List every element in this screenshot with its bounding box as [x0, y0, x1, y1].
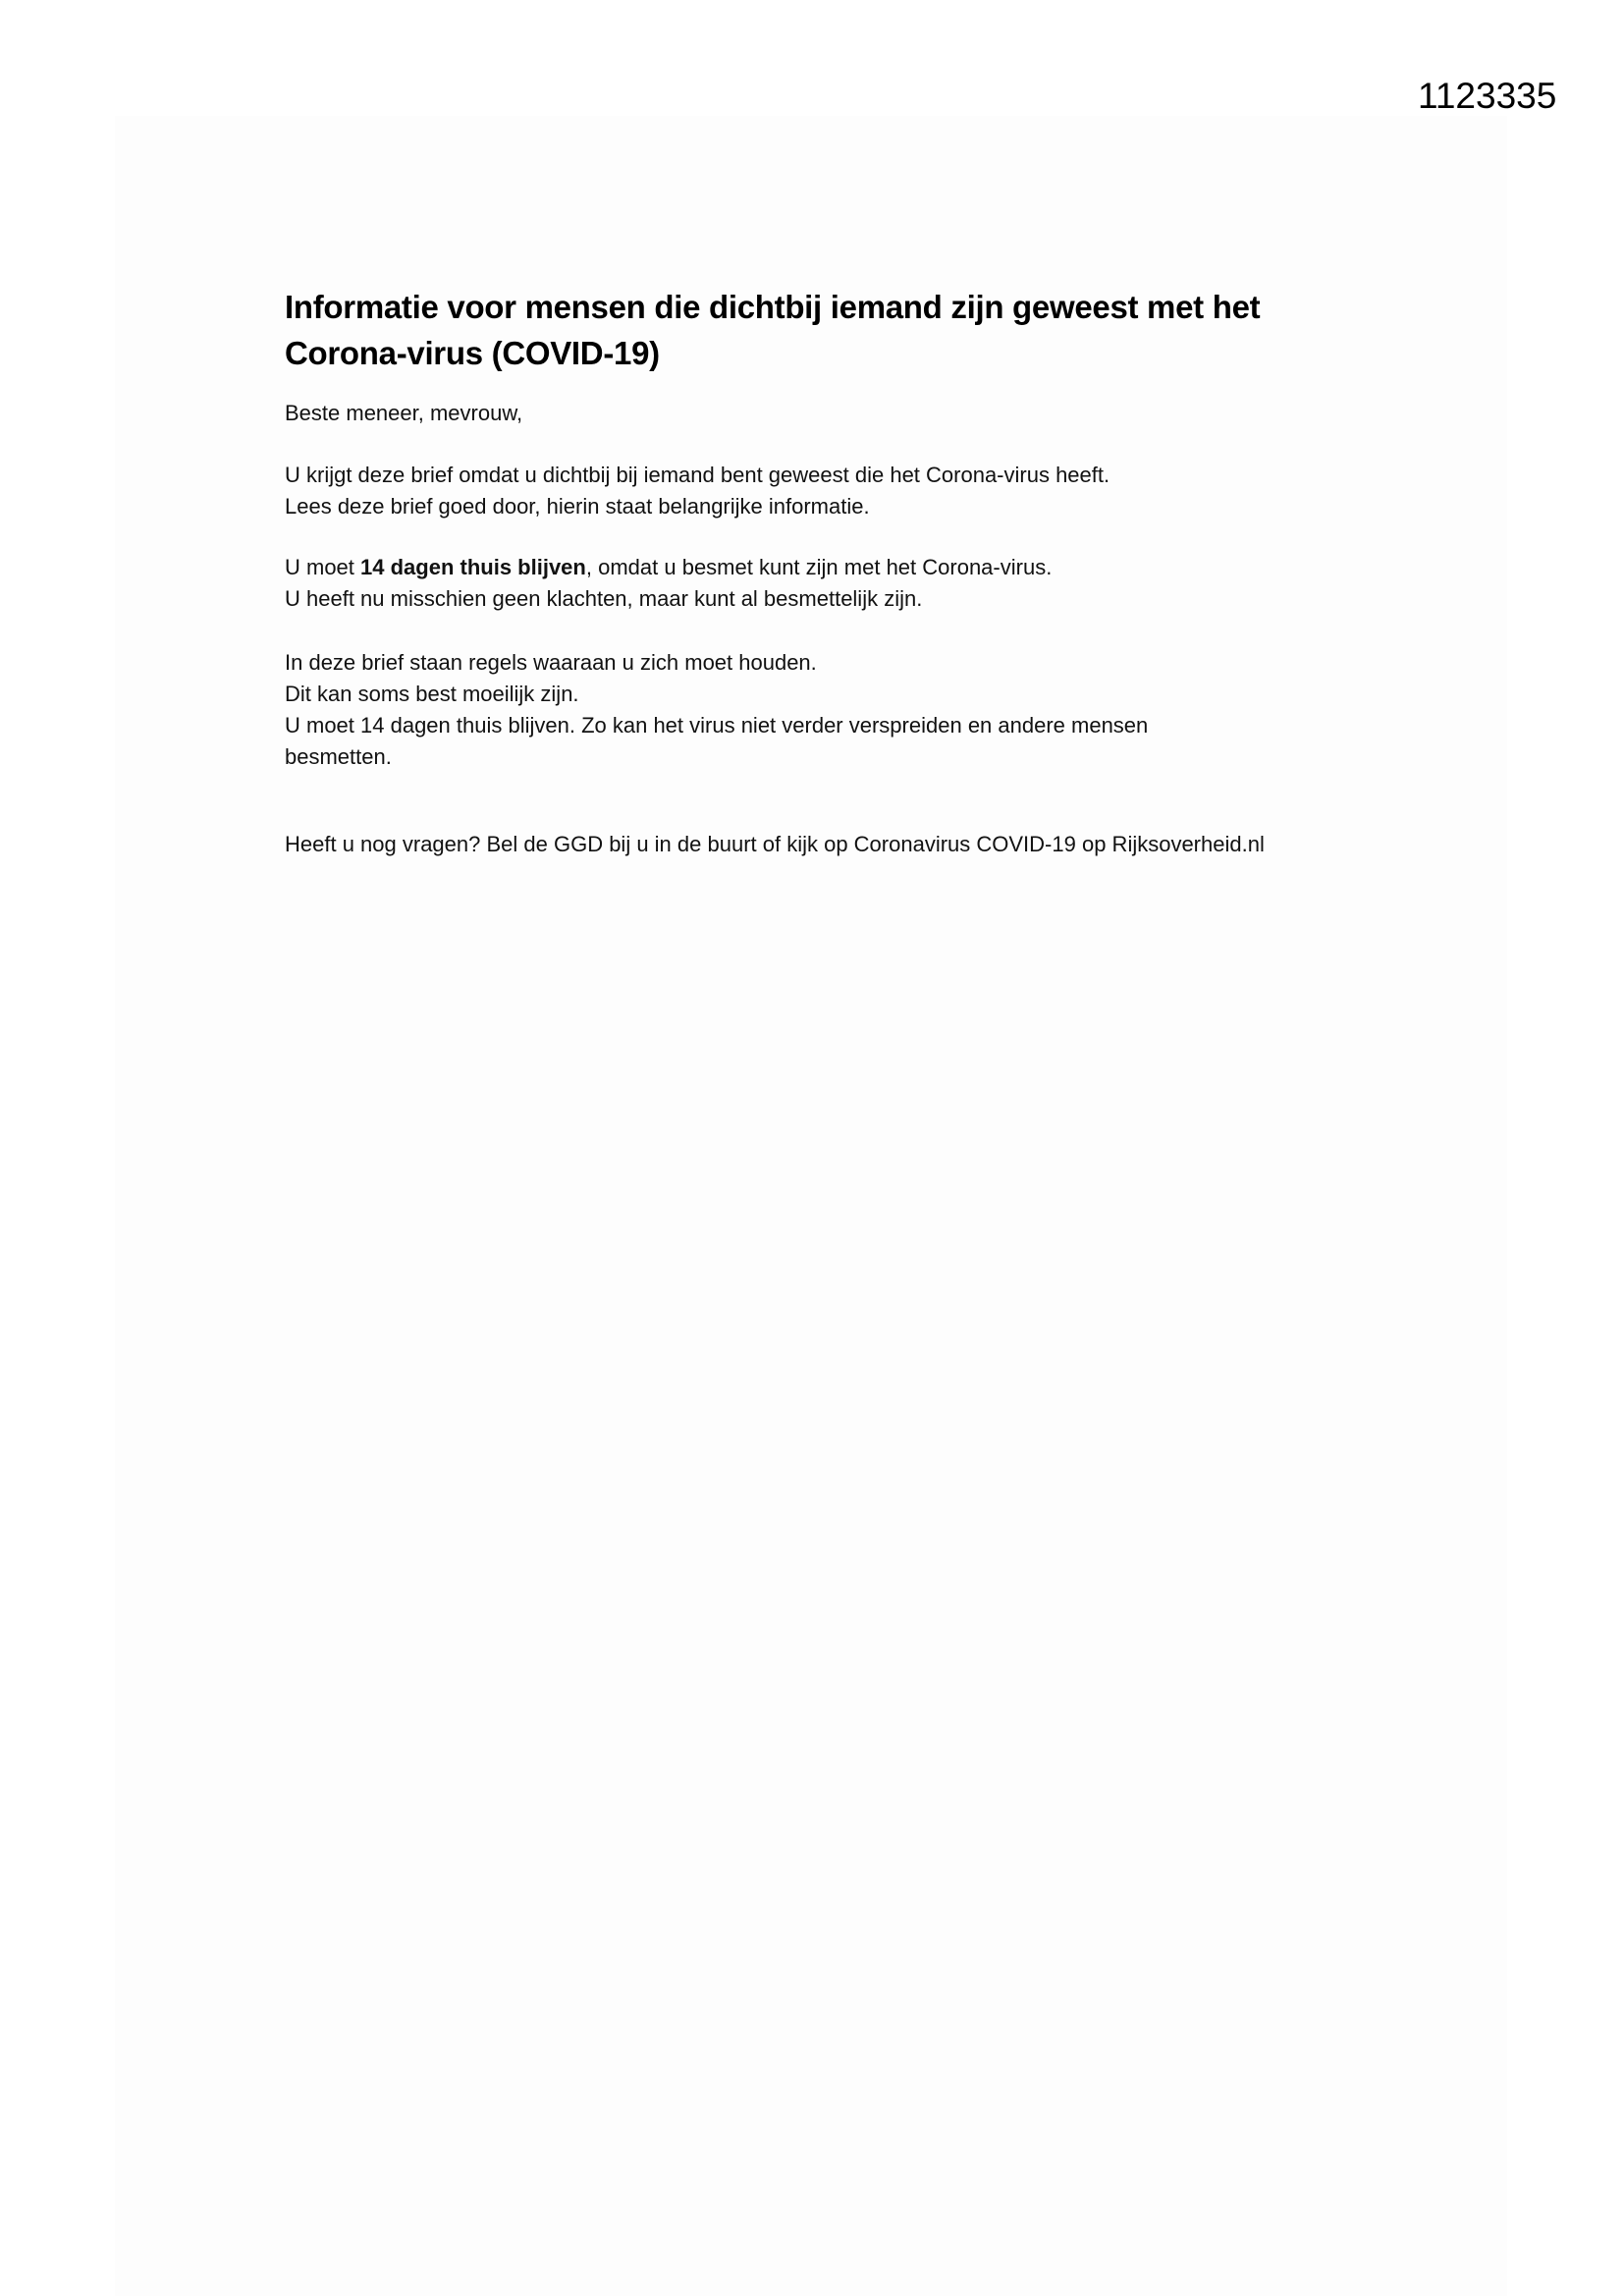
paragraph-line: U krijgt deze brief omdat u dichtbij bij iemand bent geweest die het Corona-virus heeft.: [285, 463, 1110, 487]
paragraph-intro: [285, 460, 1384, 522]
emphasis-14-days: 14 dagen thuis blijven: [360, 555, 586, 579]
paragraph-line: Dit kan soms best moeilijk zijn.: [285, 682, 579, 706]
paragraph-line: U heeft nu misschien geen klachten, maar kunt al besmettelijk zijn.: [285, 586, 923, 611]
title-line-1: Informatie voor mensen die dichtbij iemand zijn geweest met het: [285, 289, 1261, 325]
salutation: Beste meneer, mevrouw,: [285, 401, 523, 425]
paragraph-line: [285, 552, 1384, 583]
title-line-2: Corona-virus (COVID-19): [285, 335, 660, 371]
paragraph-rules: [285, 647, 1384, 773]
paragraph-line: U moet 14 dagen thuis blijven. Zo kan het virus niet verder verspreiden en andere mensen: [285, 713, 1149, 738]
paragraph-line: Lees deze brief goed door, hierin staat belangrijke informatie.: [285, 494, 870, 519]
paragraph-line: besmetten.: [285, 744, 392, 769]
line-suffix: , omdat u besmet kunt zijn met het Corona-virus.: [585, 555, 1053, 579]
paragraph-quarantine: [285, 552, 1384, 615]
document-number: 1123335: [1418, 76, 1557, 116]
closing-line: Heeft u nog vragen? Bel de GGD bij u in de buurt of kijk op Coronavirus COVID-19 op Rijksoverheid.nl: [285, 832, 1265, 856]
line-prefix: U moet: [285, 555, 361, 579]
paragraph-line: In deze brief staan regels waaraan u zich moet houden.: [285, 650, 817, 675]
letter-body: [285, 284, 1384, 860]
letter-title: [285, 284, 1384, 376]
